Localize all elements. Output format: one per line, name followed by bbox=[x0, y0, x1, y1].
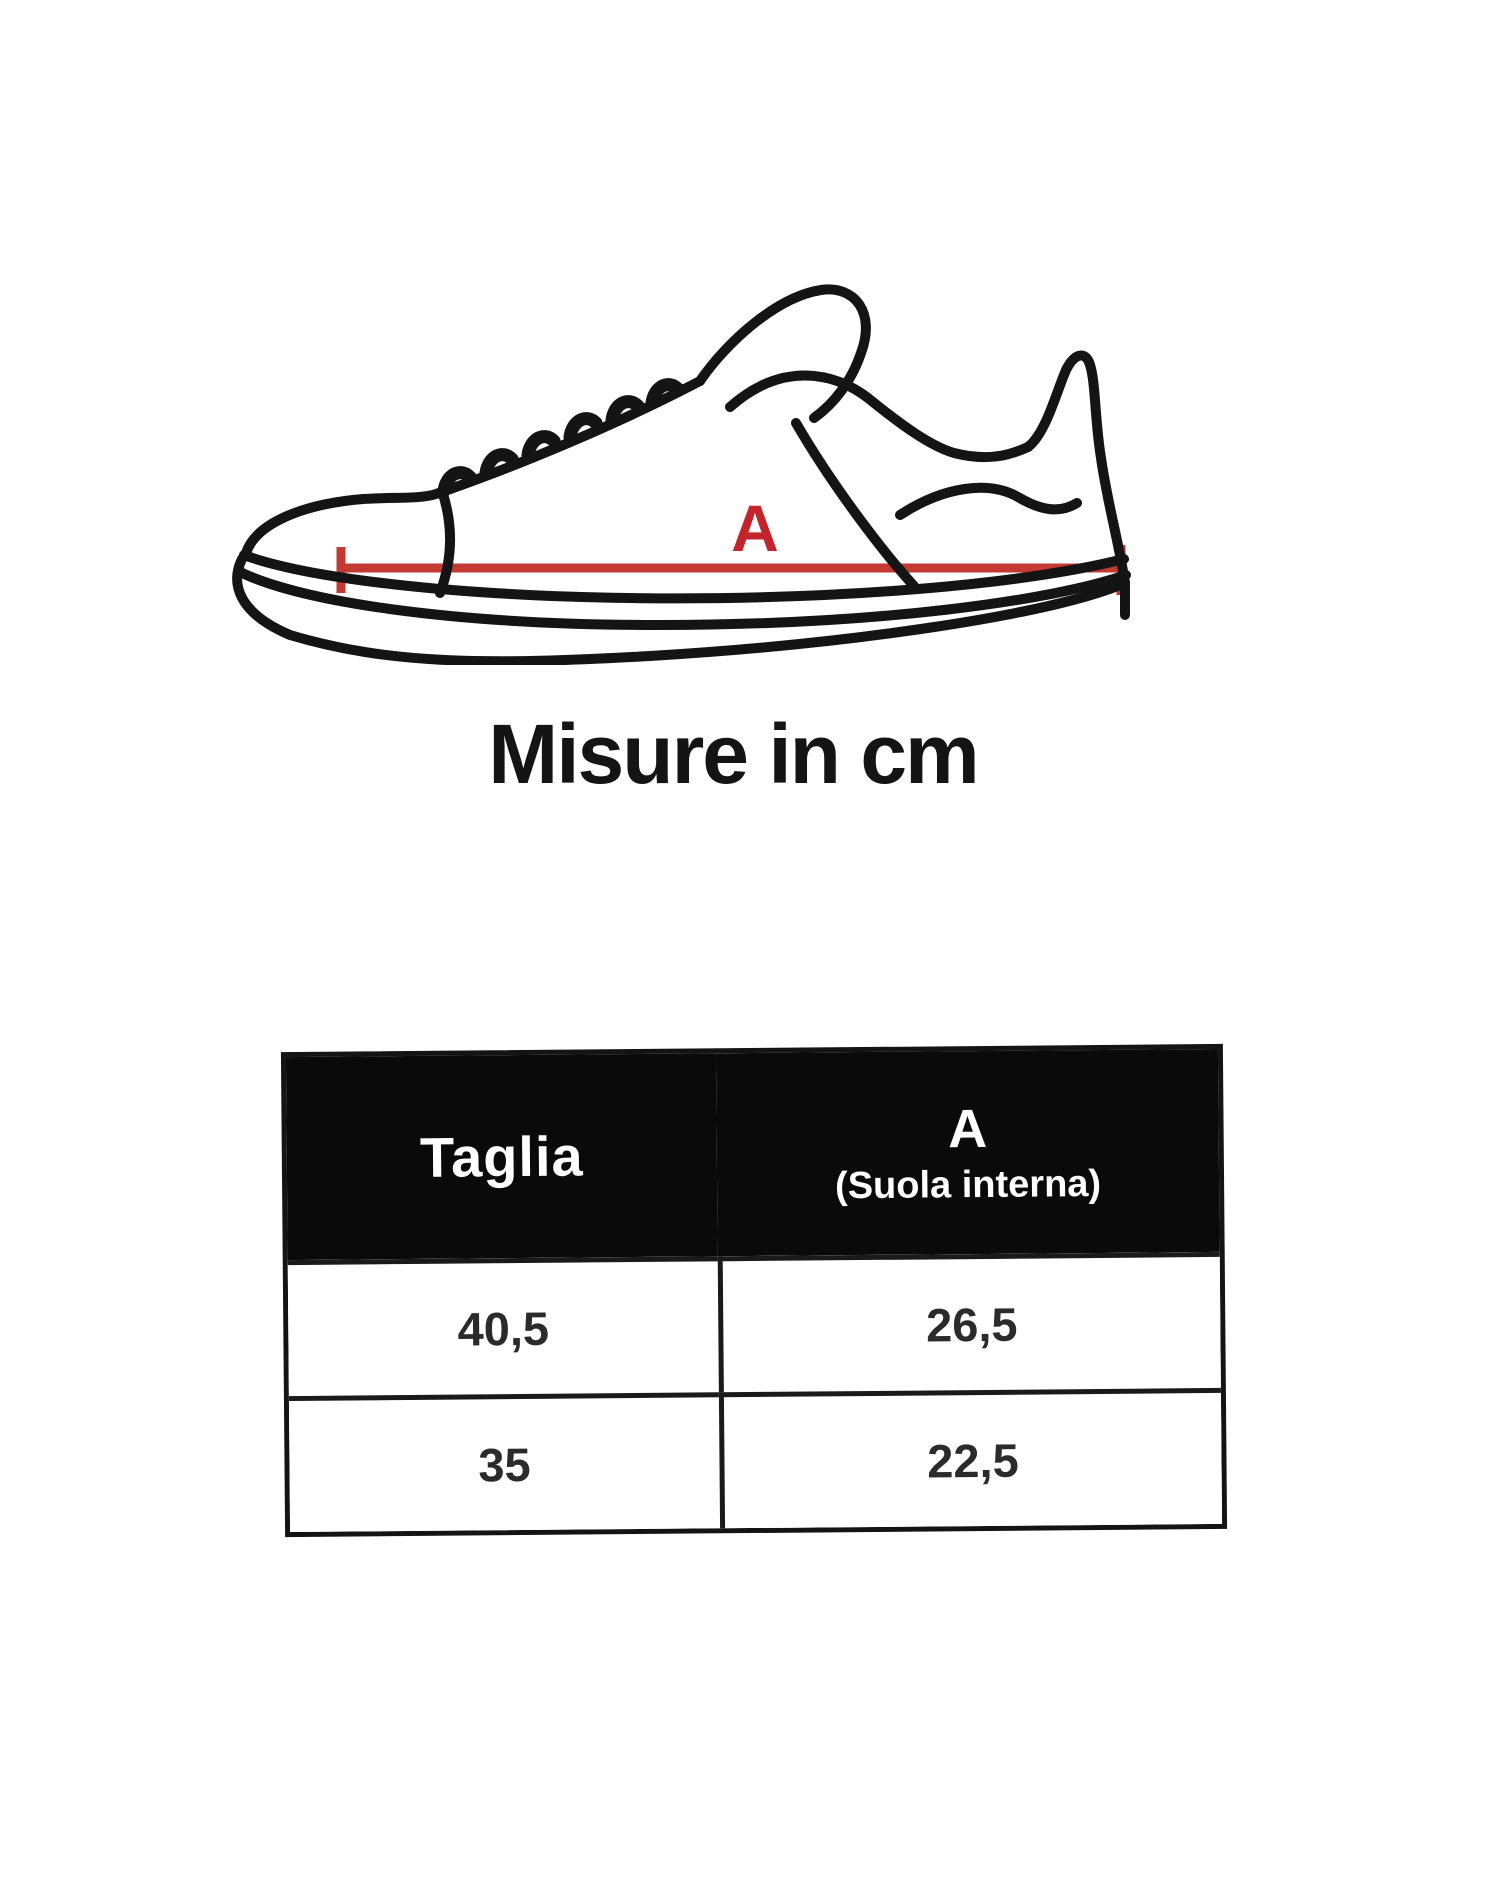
sneaker-outline bbox=[237, 289, 1126, 661]
size-table bbox=[281, 1044, 1227, 1537]
tongue-outline bbox=[700, 289, 866, 418]
table-cell-size-row2: 35 bbox=[289, 1392, 720, 1532]
table-cell-measure-row2: 22,5 bbox=[719, 1388, 1222, 1528]
header-measure-sub: (Suola interna) bbox=[834, 1163, 1102, 1208]
page-title: Misure in cm bbox=[488, 707, 978, 801]
header-size-label: Taglia bbox=[419, 1124, 584, 1189]
header-cell-size bbox=[286, 1053, 718, 1260]
shoe-size-diagram bbox=[228, 253, 1140, 665]
vamp-seam-line bbox=[440, 491, 450, 593]
sneaker-drawing bbox=[228, 253, 1140, 665]
table-cell-size-row1: 40,5 bbox=[288, 1256, 719, 1396]
quarter-seam-line bbox=[796, 423, 914, 586]
table-cell-measure-row1: 26,5 bbox=[718, 1252, 1221, 1392]
measure-label-a: A bbox=[731, 491, 779, 565]
header-measure-letter: A bbox=[947, 1098, 988, 1160]
header-cell-measure bbox=[716, 1049, 1220, 1256]
heel-inner-line bbox=[900, 488, 1077, 515]
sole-top-line bbox=[244, 555, 1124, 598]
collar-line bbox=[730, 375, 1028, 457]
